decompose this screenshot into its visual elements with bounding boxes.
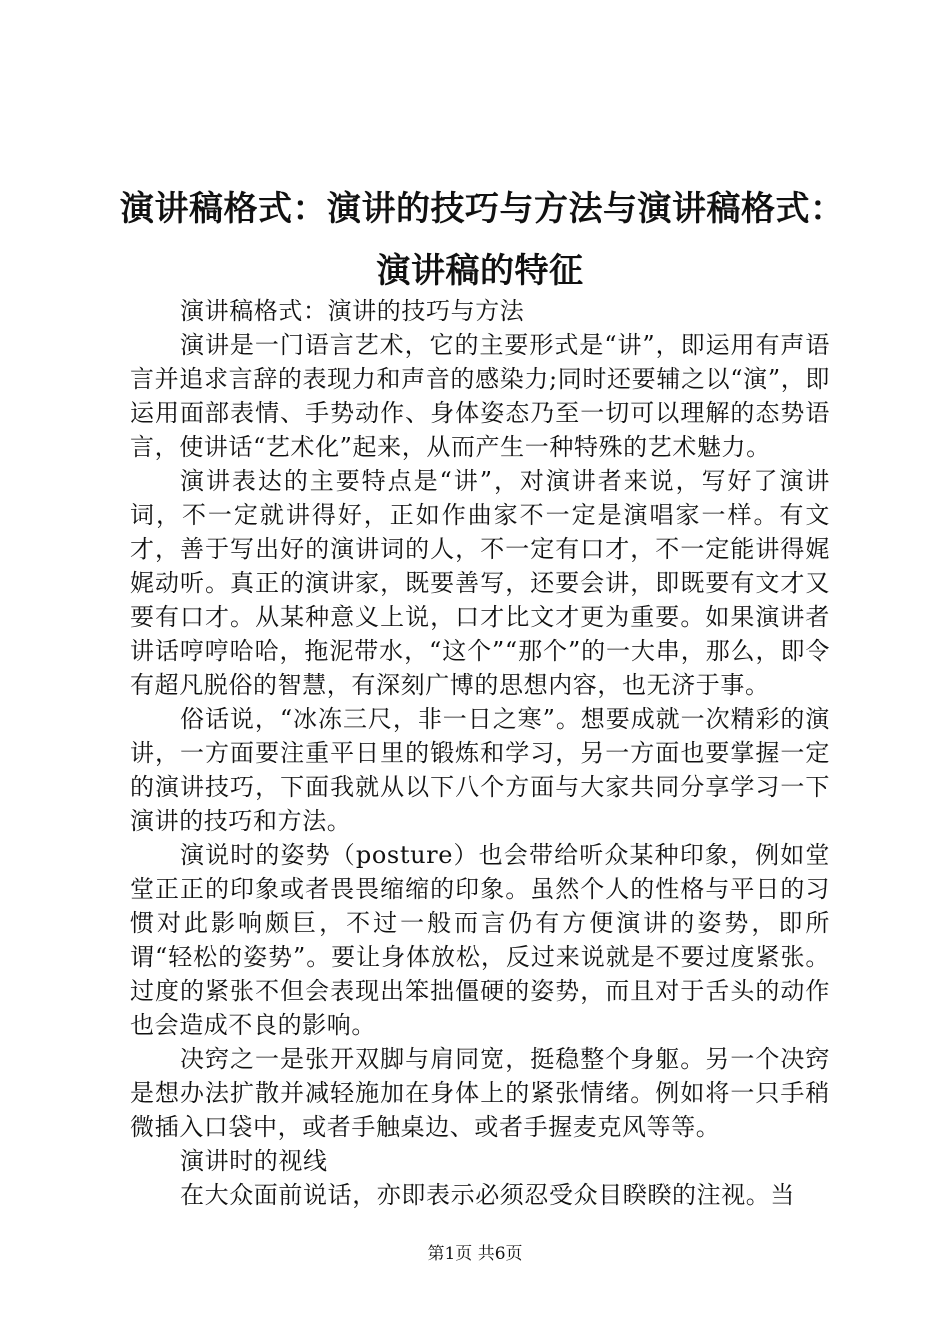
paragraph: 演讲是一门语言艺术，它的主要形式是“讲”，即运用有声语言并追求言辞的表现力和声音的感染力;同时还要辅之以“演”，即运用面部表情、手势动作、身体姿态乃至一切可以理解的态势语言，使讲话“艺术化”起来，从而产生一种特殊的艺术魅力。 bbox=[130, 331, 830, 461]
paragraph: 演说时的姿势（posture）也会带给听众某种印象，例如堂堂正正的印象或者畏畏缩缩的印象。虽然个人的性格与平日的习惯对此影响颇巨，不过一般而言仍有方便演讲的姿势，即所谓“轻松的姿势”。要让身体放松，反过来说就是不要过度紧张。过度的紧张不但会表现出笨拙僵硬的姿势，而且对于舌头的动作也会造成不良的影响。 bbox=[130, 841, 830, 1039]
title-line-1: 演讲稿格式：演讲的技巧与方法与演讲稿格式： bbox=[120, 189, 845, 229]
page-footer bbox=[0, 1242, 950, 1266]
paragraph: 演讲表达的主要特点是“讲”，对演讲者来说，写好了演讲词，不一定就讲得好，正如作曲家不一定是演唱家一样。有文才，善于写出好的演讲词的人，不一定有口才，不一定能讲得娓娓动听。真正的演讲家，既要善写，还要会讲，即既要有文才又要有口才。从某种意义上说，口才比文才更为重要。如果演讲者讲话哼哼哈哈，拖泥带水，“这个”“那个”的一大串，那么，即令有超凡脱俗的智慧，有深刻广博的思想内容，也无济于事。 bbox=[130, 467, 830, 699]
paragraph: 俗话说，“冰冻三尺，非一日之寒”。想要成就一次精彩的演讲，一方面要注重平日里的锻炼和学习，另一方面也要掌握一定的演讲技巧，下面我就从以下八个方面与大家共同分享学习一下演讲的技巧和方法。 bbox=[130, 705, 830, 835]
page-number: 第1页 共6页 bbox=[427, 1244, 523, 1264]
paragraph: 决窍之一是张开双脚与肩同宽，挺稳整个身躯。另一个决窍是想办法扩散并减轻施加在身体上的紧张情绪。例如将一只手稍微插入口袋中，或者手触桌边、或者手握麦克风等等。 bbox=[130, 1045, 830, 1141]
section-heading: 演讲时的视线 bbox=[180, 1147, 328, 1175]
section-heading: 演讲稿格式：演讲的技巧与方法 bbox=[180, 297, 525, 325]
title-line-2: 演讲稿的特征 bbox=[376, 251, 584, 291]
document-title bbox=[120, 178, 845, 302]
document-body bbox=[130, 294, 830, 1212]
paragraph: 在大众面前说话，亦即表示必须忍受众目睽睽的注视。当 bbox=[180, 1181, 795, 1209]
